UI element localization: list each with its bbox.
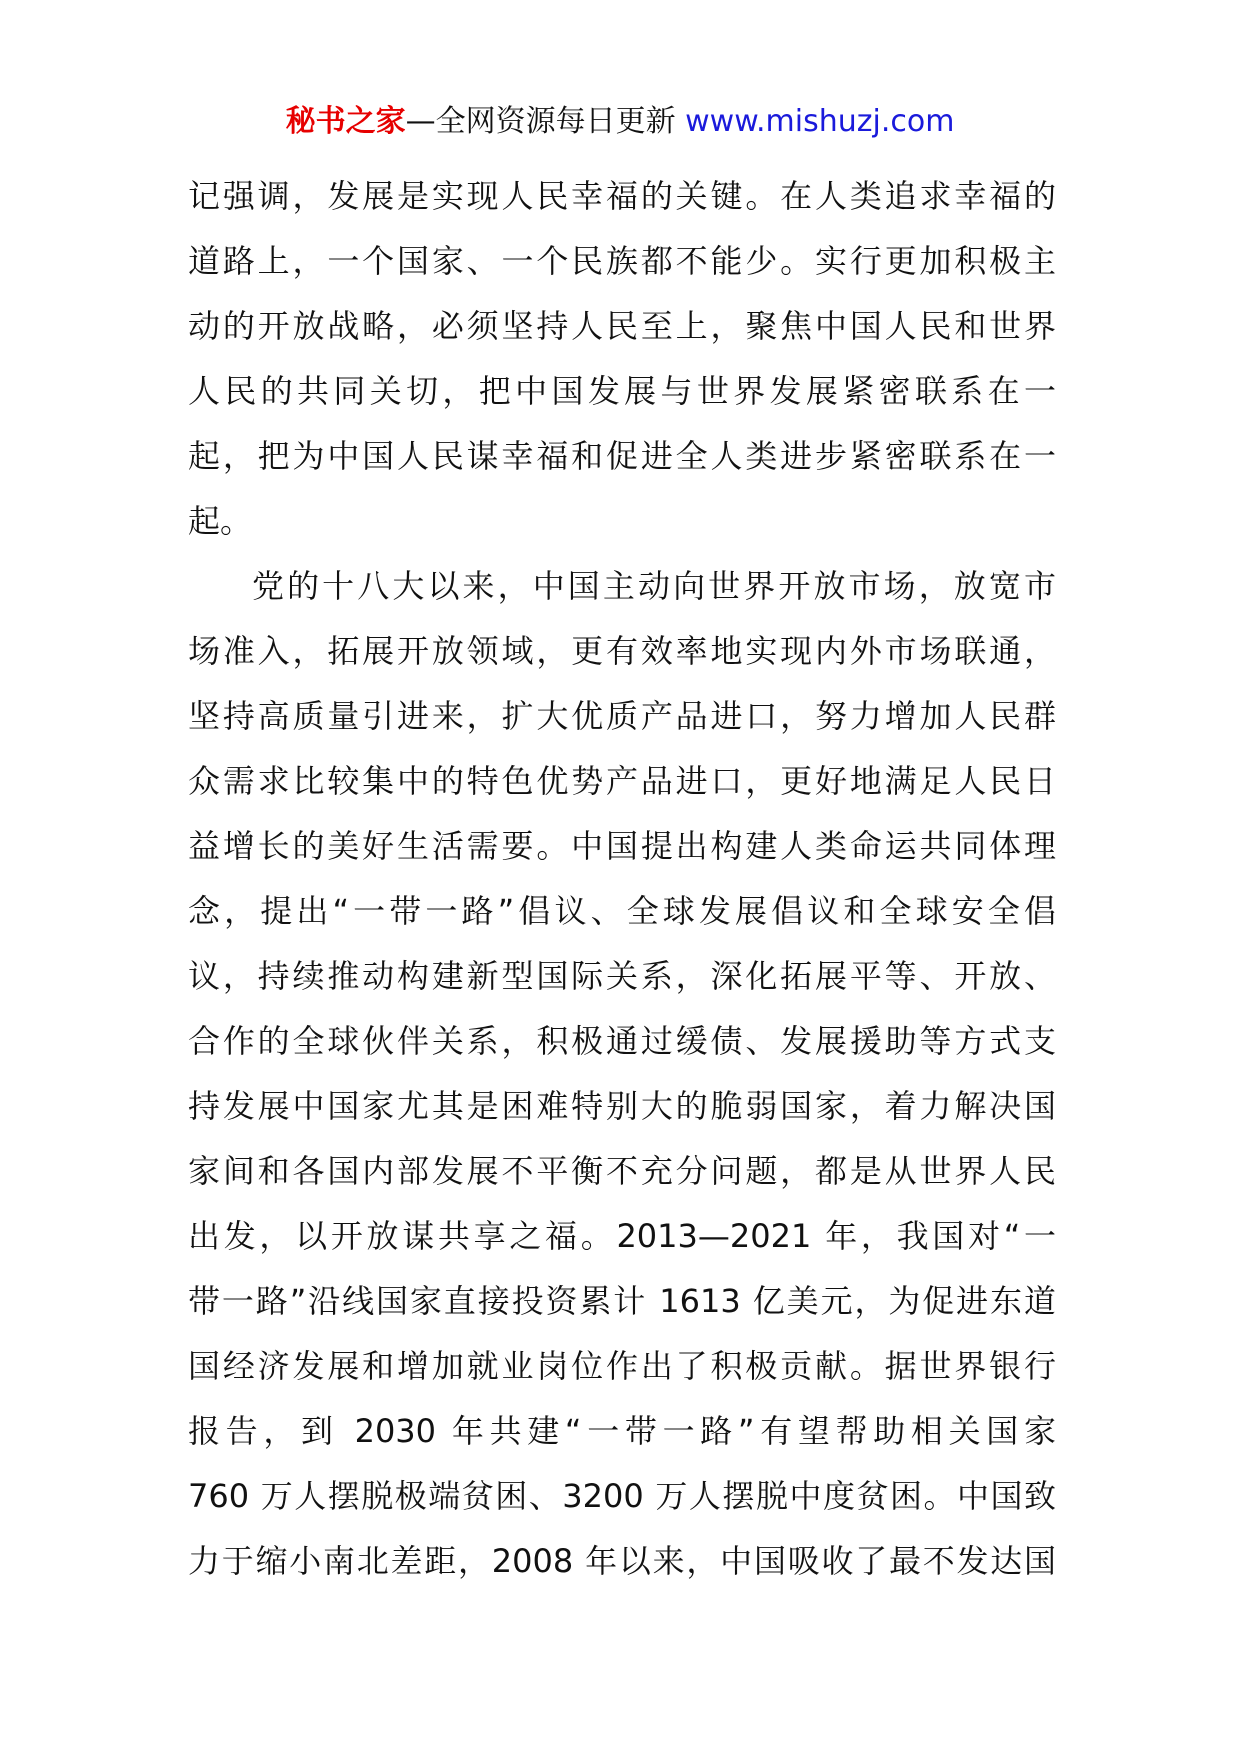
paragraph	[188, 554, 1056, 1594]
text-line: 起。	[188, 502, 253, 540]
text-line: 合作的全球伙伴关系，积极通过缓债、发展援助等方式支	[188, 1022, 1056, 1060]
paragraph	[188, 164, 1056, 554]
text-line: 道路上，一个国家、一个民族都不能少。实行更加积极主	[188, 242, 1056, 280]
text-line: 议，持续推动构建新型国际关系，深化拓展平等、开放、	[188, 957, 1056, 995]
text-line: 坚持高质量引进来，扩大优质产品进口，努力增加人民群	[188, 697, 1056, 735]
text-line: 持发展中国家尤其是困难特别大的脆弱国家，着力解决国	[188, 1087, 1056, 1125]
document-body	[188, 164, 1056, 1594]
site-brand: 秘书之家	[285, 104, 406, 139]
text-line: 力于缩小南北差距，2008 年以来，中国吸收了最不发达国	[188, 1542, 1056, 1580]
text-line: 记强调，发展是实现人民幸福的关键。在人类追求幸福的	[188, 177, 1056, 215]
text-line: 带一路”沿线国家直接投资累计 1613 亿美元，为促进东道	[188, 1282, 1056, 1320]
text-line: 起，把为中国人民谋幸福和促进全人类进步紧密联系在一	[188, 437, 1056, 475]
text-line: 动的开放战略，必须坚持人民至上，聚焦中国人民和世界	[188, 307, 1056, 345]
text-line: 国经济发展和增加就业岗位作出了积极贡献。据世界银行	[188, 1347, 1056, 1385]
text-line: 人民的共同关切，把中国发展与世界发展紧密联系在一	[188, 372, 1056, 410]
text-line: 念，提出“一带一路”倡议、全球发展倡议和全球安全倡	[188, 892, 1056, 930]
text-line: 家间和各国内部发展不平衡不充分问题，都是从世界人民	[188, 1152, 1056, 1190]
text-line: 众需求比较集中的特色优势产品进口，更好地满足人民日	[188, 762, 1056, 800]
text-line: 益增长的美好生活需要。中国提出构建人类命运共同体理	[188, 827, 1056, 865]
text-line: 报告，到 2030 年共建“一带一路”有望帮助相关国家	[188, 1412, 1056, 1450]
site-tagline: —全网资源每日更新	[405, 104, 676, 139]
site-url[interactable]: www.mishuzj.com	[685, 104, 955, 139]
text-line: 出发，以开放谋共享之福。2013—2021 年，我国对“一	[188, 1217, 1056, 1255]
text-line: 场准入，拓展开放领域，更有效率地实现内外市场联通，	[188, 632, 1056, 670]
page-header	[0, 100, 1240, 144]
text-line: 党的十八大以来，中国主动向世界开放市场，放宽市	[252, 567, 1056, 605]
text-line: 760 万人摆脱极端贫困、3200 万人摆脱中度贫困。中国致	[188, 1477, 1056, 1515]
